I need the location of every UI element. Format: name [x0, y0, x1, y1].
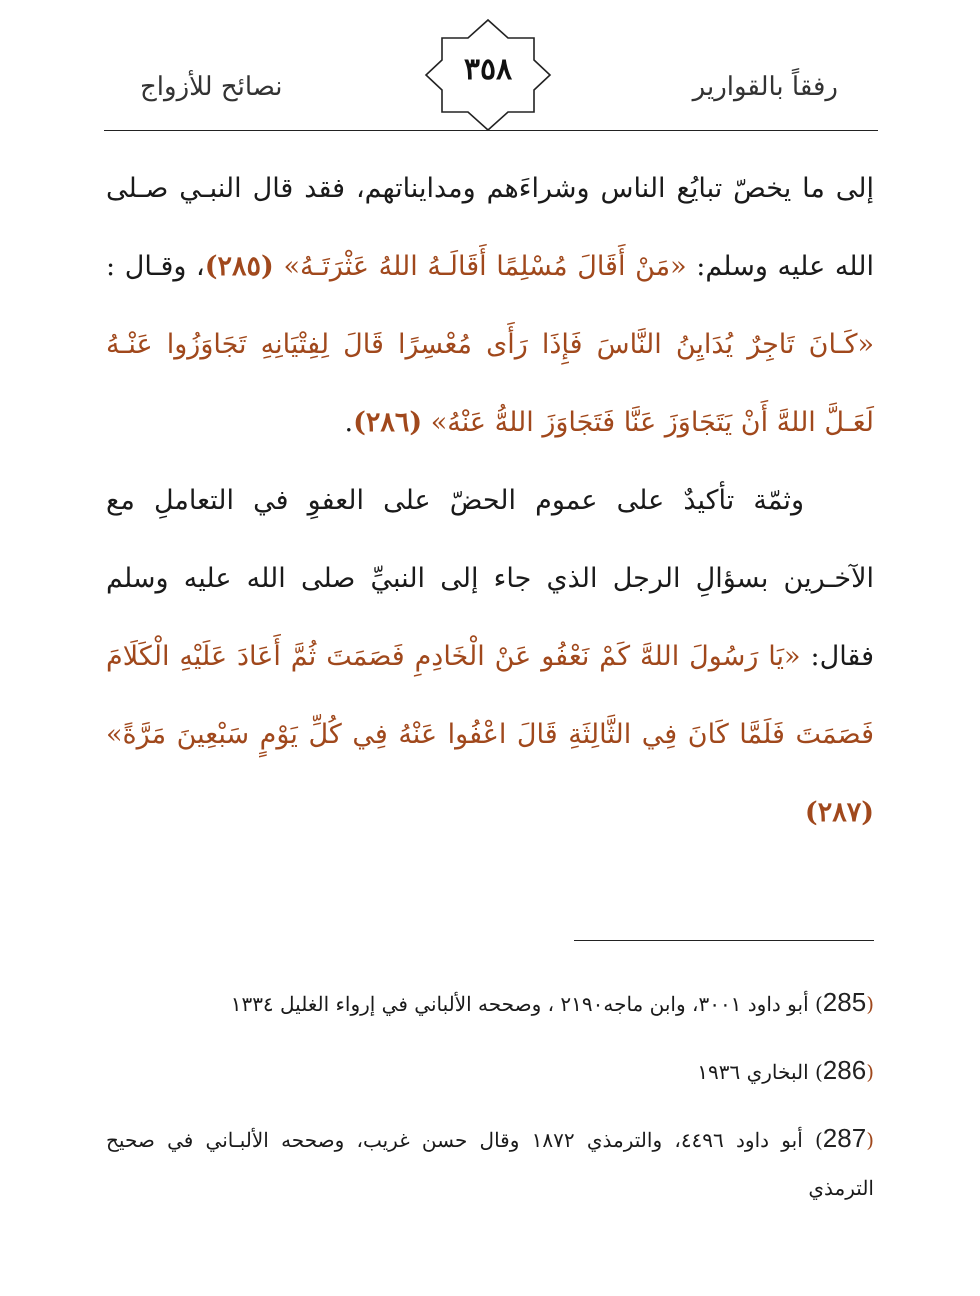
footnote: [106, 1046, 874, 1096]
footnote-number: 287: [822, 1123, 867, 1153]
footnote-paren: (: [866, 1060, 874, 1084]
footnote: [106, 1114, 874, 1212]
footnote-ref: (٢٨٦): [353, 407, 423, 438]
footnote: [106, 978, 874, 1028]
footnote-paren: (: [866, 992, 874, 1016]
page-header: [0, 0, 980, 140]
footnote-paren: ): [814, 1060, 823, 1084]
footnotes: [106, 978, 874, 1230]
text-span: وثمّة تأكيدٌ على عموم الحضّ على العفوِ في التعاملِ مع الآخـرين بسؤالِ الرجل الذي جاء إلى النبيِّ صلى الله عليه وسلم فقال:: [106, 485, 874, 672]
footnote-text: أبو داود ٤٤٩٦، والترمذي ١٨٧٢ وقال حسن غريب، وصححه الألبـاني في صحيح الترمذي: [106, 1128, 874, 1200]
hadith-quote: «مَنْ أَقَالَ مُسْلِمًا أَقَالَـهُ اللهُ عَثْرَتَـهُ»: [283, 251, 687, 282]
page-number: ٣٥٨: [463, 52, 513, 87]
footnote-ref: (٢٨٧): [804, 797, 874, 828]
book-title: نصائح للأزواج: [140, 72, 283, 102]
header-divider: [104, 130, 878, 131]
footnote-number: 285: [822, 987, 867, 1017]
main-text: [106, 150, 874, 852]
footnote-text: البخاري ١٩٣٦: [697, 1060, 815, 1084]
chapter-title: رفقاً بالقوارير: [692, 72, 838, 102]
page-number-badge: [422, 16, 554, 134]
footnote-number: 286: [822, 1055, 867, 1085]
text-span: .: [344, 407, 354, 438]
footnote-ref: (٢٨٥): [204, 251, 274, 282]
hadith-quote: «كَـانَ تَاجِرٌ يُدَايِنُ النَّاسَ فَإِذَا رَأَى مُعْسِرًا قَالَ لِفِتْيَانِهِ تَجَاوَزُوا عَنْـهُ لَعَـلَّ اللهَّ أَنْ يَتَجَاوَزَ عَنَّا فَتَجَاوَزَ اللهُّ عَنْهُ»: [106, 329, 874, 438]
footnote-paren: ): [814, 992, 823, 1016]
text-span: ، وقـال :: [106, 251, 205, 282]
footnote-paren: (: [866, 1128, 874, 1152]
hadith-quote: «يَا رَسُولَ اللهَّ كَمْ نَعْفُو عَنْ الْخَادِمِ فَصَمَتَ ثُمَّ أَعَادَ عَلَيْهِ الْكَلَامَ فَصَمَتَ فَلَمَّا كَانَ فِي الثَّالِثَةِ قَالَ اعْفُوا عَنْهُ فِي كُلِّ يَوْمٍ سَبْعِينَ مَرَّةً»: [106, 641, 874, 750]
paragraph-2: [106, 462, 874, 852]
paragraph-1: [106, 150, 874, 462]
text-span: إلى ما يخصّ تبايُع الناس وشراءَهم ومدايناتهم، فقد قال النبـي صـلى الله عليه وسلم:: [106, 173, 874, 282]
footnote-paren: ): [814, 1128, 823, 1152]
footnote-divider: [574, 940, 874, 941]
footnote-text: أبو داود ٣٠٠١، وابن ماجه٢١٩٠ ، وصححه الألباني في إرواء الغليل ١٣٣٤: [230, 992, 815, 1016]
